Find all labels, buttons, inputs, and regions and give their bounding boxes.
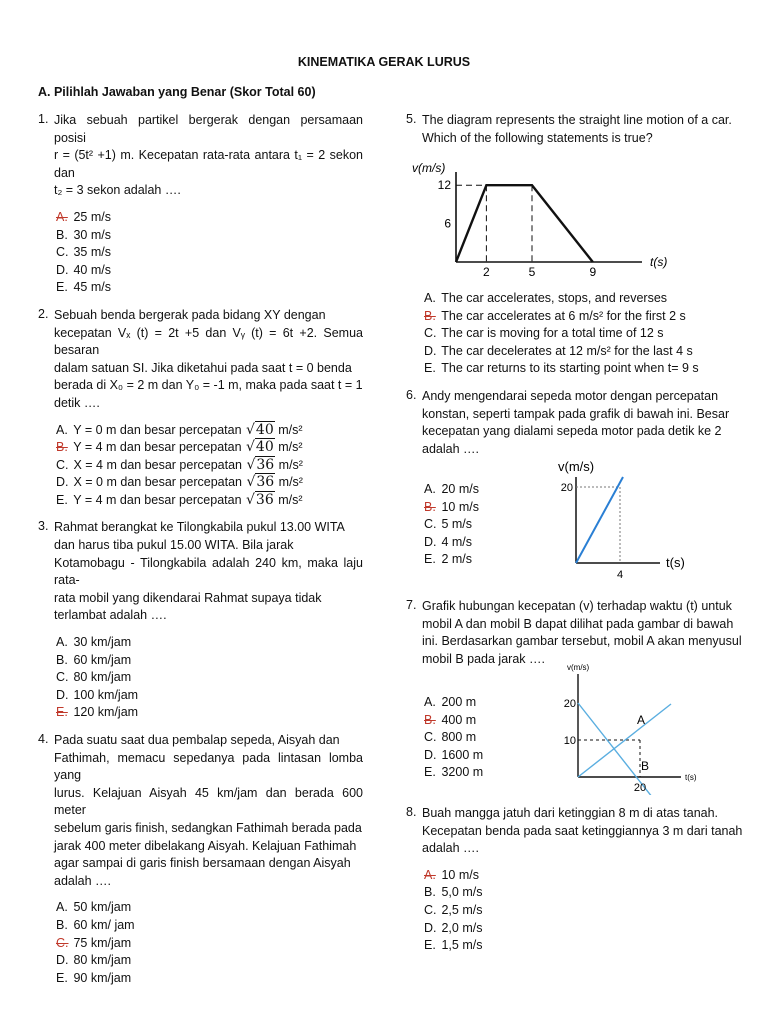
y-tick-label: 12 xyxy=(437,178,451,193)
question-2 xyxy=(38,307,363,510)
question-line: mobil A dan mobil B dapat dilihat pada gambar di bawah xyxy=(422,616,734,631)
option-letter: D. xyxy=(56,475,69,490)
option-letter: E. xyxy=(424,361,436,376)
question-number: 4. xyxy=(38,732,49,746)
question-line: Fathimah, memacu sepedanya pada lintasan lomba yang xyxy=(54,750,363,783)
option-letter: C. xyxy=(424,517,437,532)
option-letter: C. xyxy=(424,326,437,341)
x-axis-label: t(s) xyxy=(666,555,685,570)
x-tick-label: 2 xyxy=(483,265,490,279)
option-text: 200 m xyxy=(438,695,477,709)
y-tick-label: 20 xyxy=(560,482,573,494)
square-root: √36 xyxy=(241,491,274,508)
answer-option xyxy=(56,279,363,297)
option-letter: B. xyxy=(56,652,68,667)
radicand: 36 xyxy=(255,491,274,508)
question-line: jarak 400 meter dibelakang Aisyah. Kelajuan Fathimah xyxy=(54,838,357,853)
answer-option xyxy=(424,481,526,499)
option-unit: m/s² xyxy=(274,440,303,455)
option-unit: m/s² xyxy=(274,422,303,437)
options xyxy=(56,899,363,987)
option-text: Y = 0 m dan besar percepatan xyxy=(70,422,242,437)
option-unit: m/s² xyxy=(275,475,303,490)
option-letter: A. xyxy=(424,291,436,305)
series-label-B: B xyxy=(641,759,650,773)
question-line: Which of the following statements is true? xyxy=(422,130,653,145)
line-B xyxy=(578,703,671,795)
option-text: The car is moving for a total time of 12 s xyxy=(438,326,664,341)
question-6-options-block xyxy=(406,481,526,569)
option-text: X = 0 m dan besar percepatan xyxy=(70,475,242,490)
question-8 xyxy=(406,805,744,955)
question-line: dan harus tiba pukul 15.00 WITA. Bila jarak xyxy=(54,538,294,553)
question-line: kecepatan yang dialami sepeda motor pada detik ke 2 xyxy=(422,424,722,439)
radicand: 36 xyxy=(256,456,275,473)
answer-option xyxy=(56,917,363,935)
option-text: 10 m/s xyxy=(438,499,479,514)
option-letter: D. xyxy=(424,747,437,762)
option-text: The car returns to its starting point when t= 9 s xyxy=(438,361,699,376)
question-line: dalam satuan SI. Jika diketahui pada saat t = 0 benda xyxy=(54,360,352,375)
answer-option xyxy=(56,227,363,245)
question-text xyxy=(422,112,744,147)
option-text: 4 m/s xyxy=(438,534,473,549)
answer-option xyxy=(424,920,744,938)
option-text: 40 m/s xyxy=(70,262,111,277)
option-letter: A. xyxy=(424,695,436,709)
right-column xyxy=(406,112,744,147)
option-letter: D. xyxy=(56,953,69,968)
answer-option xyxy=(424,343,744,361)
option-letter: A. xyxy=(56,209,68,224)
option-letter: B. xyxy=(424,885,436,900)
option-letter: D. xyxy=(424,920,437,935)
answer-option xyxy=(424,729,526,747)
question-line: detik …. xyxy=(54,395,100,410)
question-text xyxy=(422,805,744,858)
answer-option xyxy=(424,884,744,902)
vt-graph-trapezoid xyxy=(410,155,680,280)
question-number: 3. xyxy=(38,519,49,534)
question-7-options-block xyxy=(406,694,526,782)
question-line: agar sampai di garis finish bersamaan dengan Aisyah xyxy=(54,856,351,871)
answer-option xyxy=(56,439,363,457)
vt-graph-linear xyxy=(548,455,698,585)
question-3 xyxy=(38,519,363,722)
question-6 xyxy=(406,388,744,458)
velocity-line xyxy=(456,185,593,262)
question-line: lurus. Kelajuan Aisyah 45 km/jam dan berada 600 meter xyxy=(54,785,363,818)
option-text: The car accelerates, stops, and reverses xyxy=(438,291,668,305)
left-column xyxy=(38,112,363,987)
series-label-A: A xyxy=(637,713,646,727)
question-line: Andy mengendarai sepeda motor dengan percepatan xyxy=(422,389,719,403)
option-text: 100 km/jam xyxy=(70,687,139,702)
option-text: 1600 m xyxy=(438,747,484,762)
option-letter: E. xyxy=(56,492,68,507)
question-line: Kotamobagu - Tilongkabila adalah 240 km, maka laju rata- xyxy=(54,555,363,588)
options xyxy=(424,694,526,782)
question-line: r = (5t² +1) m. Kecepatan rata-rata antara t₁ = 2 sekon dan xyxy=(54,148,363,180)
option-text: 80 km/jam xyxy=(70,670,132,685)
option-text: 25 m/s xyxy=(70,209,111,224)
question-number: 8. xyxy=(406,805,417,819)
page-title: KINEMATIKA GERAK LURUS xyxy=(297,55,471,69)
question-line: Kecepatan benda pada saat ketinggiannya 3 m dari tanah xyxy=(422,823,743,838)
square-root: √36 xyxy=(242,474,275,491)
option-text: 400 m xyxy=(438,712,477,727)
radicand: 40 xyxy=(255,439,274,456)
question-text xyxy=(54,307,363,413)
options xyxy=(56,209,363,297)
answer-option xyxy=(56,899,363,917)
option-letter: C. xyxy=(424,902,437,917)
question-number: 2. xyxy=(38,306,49,321)
option-letter: B. xyxy=(56,440,68,455)
answer-option xyxy=(56,422,363,440)
answer-option xyxy=(424,937,744,955)
option-text: 60 km/ jam xyxy=(70,917,135,932)
answer-option xyxy=(56,457,363,475)
answer-option xyxy=(424,712,526,730)
question-line: ini. Berdasarkan gambar tersebut, mobil A akan menyusul xyxy=(422,634,742,649)
answer-option xyxy=(424,325,744,343)
answer-option xyxy=(424,764,526,782)
question-text xyxy=(54,732,363,890)
option-text: 20 m/s xyxy=(438,482,479,496)
option-text: The car decelerates at 12 m/s² for the last 4 s xyxy=(438,343,693,358)
answer-option xyxy=(56,970,363,988)
answer-option xyxy=(56,634,363,652)
option-letter: D. xyxy=(424,534,437,549)
question-7 xyxy=(406,598,744,668)
x-tick-label: 9 xyxy=(589,265,597,279)
option-text: X = 4 m dan besar percepatan xyxy=(70,457,242,472)
question-number: 1. xyxy=(38,112,49,126)
question-text xyxy=(54,112,363,200)
answer-option xyxy=(56,262,363,280)
question-line: The diagram represents the straight line motion of a car. xyxy=(422,113,732,127)
y-axis-label: v(m/s) xyxy=(558,459,595,474)
question-line: Pada suatu saat dua pembalap sepeda, Aisyah dan xyxy=(54,733,340,747)
option-text: 75 km/jam xyxy=(70,935,132,950)
option-letter: B. xyxy=(424,499,436,514)
option-letter: C. xyxy=(424,730,437,745)
option-letter: E. xyxy=(424,938,436,953)
question-line: adalah …. xyxy=(54,873,111,888)
question-line: t₂ = 3 sekon adalah …. xyxy=(54,183,181,198)
options xyxy=(424,290,744,378)
option-text: 30 km/jam xyxy=(70,635,132,650)
option-letter: C. xyxy=(56,670,69,685)
option-text: 1,5 m/s xyxy=(438,938,483,953)
answer-option xyxy=(56,492,363,510)
y-tick-label: 6 xyxy=(444,216,451,231)
answer-option xyxy=(56,209,363,227)
radicand: 36 xyxy=(256,474,275,491)
answer-option xyxy=(424,360,744,378)
option-text: 3200 m xyxy=(438,765,484,780)
answer-option xyxy=(424,308,744,326)
option-letter: D. xyxy=(424,343,437,358)
option-letter: B. xyxy=(56,227,68,242)
square-root: √36 xyxy=(242,456,275,473)
option-letter: B. xyxy=(424,712,436,727)
question-text xyxy=(422,598,744,668)
option-text: 35 m/s xyxy=(70,245,111,260)
option-text: 5 m/s xyxy=(438,517,473,532)
velocity-line xyxy=(576,477,623,563)
option-letter: A. xyxy=(424,482,436,496)
square-root: √40 xyxy=(241,439,274,456)
x-tick-label: 20 xyxy=(633,782,647,794)
vt-graph-crossing xyxy=(555,660,705,795)
answer-option xyxy=(56,669,363,687)
answer-option xyxy=(56,244,363,262)
answer-option xyxy=(56,935,363,953)
option-text: 5,0 m/s xyxy=(438,885,483,900)
options xyxy=(56,634,363,722)
answer-option xyxy=(424,694,526,712)
question-5-options-block xyxy=(406,290,744,378)
answer-option xyxy=(56,474,363,492)
option-unit: m/s² xyxy=(275,457,303,472)
question-5 xyxy=(406,112,744,147)
option-letter: C. xyxy=(56,457,69,472)
y-axis-label: v(m/s) xyxy=(567,663,590,672)
option-text: 90 km/jam xyxy=(70,970,132,985)
question-line: mobil B pada jarak …. xyxy=(422,651,545,666)
option-text: 2,5 m/s xyxy=(438,902,483,917)
option-text: 120 km/jam xyxy=(70,705,139,720)
x-axis-label: t(s) xyxy=(685,773,697,782)
option-text: 2 m/s xyxy=(438,552,473,567)
question-line: kecepatan Vₓ (t) = 2t +5 dan Vᵧ (t) = 6t +2. Semua besaran xyxy=(54,325,363,358)
option-text: 10 m/s xyxy=(438,867,479,882)
y-tick-label: 10 xyxy=(563,735,576,747)
option-text: Y = 4 m dan besar percepatan xyxy=(70,440,242,455)
x-tick-label: 5 xyxy=(528,265,536,279)
question-4 xyxy=(38,732,363,987)
question-number: 7. xyxy=(406,598,417,612)
answer-option xyxy=(424,551,526,569)
option-text: 2,0 m/s xyxy=(438,920,483,935)
answer-option xyxy=(424,499,526,517)
option-letter: E. xyxy=(56,970,68,985)
question-line: konstan, seperti tampak pada grafik di bawah ini. Besar xyxy=(422,406,730,421)
option-text: Y = 4 m dan besar percepatan xyxy=(70,492,242,507)
answer-option xyxy=(424,516,526,534)
option-text: 30 m/s xyxy=(70,227,111,242)
question-1 xyxy=(38,112,363,297)
option-text: 50 km/jam xyxy=(70,900,132,915)
question-text xyxy=(422,388,744,458)
option-letter: A. xyxy=(424,867,436,882)
y-tick-label: 20 xyxy=(563,698,576,710)
option-letter: A. xyxy=(56,900,68,915)
question-line: Jika sebuah partikel bergerak dengan persamaan posisi xyxy=(54,113,363,145)
answer-option xyxy=(424,534,526,552)
option-letter: E. xyxy=(424,765,436,780)
question-line: Buah mangga jatuh dari ketinggian 8 m di atas tanah. xyxy=(422,806,719,820)
option-text: 45 m/s xyxy=(70,280,111,295)
option-letter: B. xyxy=(424,308,436,323)
answer-option xyxy=(56,704,363,722)
answer-option xyxy=(424,290,744,308)
question-line: sebelum garis finish, sedangkan Fathimah berada pada xyxy=(54,820,362,835)
option-letter: E. xyxy=(56,280,68,295)
y-axis-label: v(m/s) xyxy=(412,161,446,175)
x-axis-label: t(s) xyxy=(650,255,668,269)
option-letter: A. xyxy=(56,635,68,650)
options xyxy=(424,867,744,955)
question-line: Rahmat berangkat ke Tilongkabila pukul 13.00 WITA xyxy=(54,520,345,535)
answer-option xyxy=(424,902,744,920)
option-unit: m/s² xyxy=(274,492,303,507)
option-letter: B. xyxy=(56,917,68,932)
option-letter: D. xyxy=(56,262,69,277)
options xyxy=(56,422,363,510)
option-text: The car accelerates at 6 m/s² for the first 2 s xyxy=(438,308,686,323)
option-letter: A. xyxy=(56,422,68,437)
question-text xyxy=(54,519,363,625)
question-line: adalah …. xyxy=(422,841,479,856)
option-letter: D. xyxy=(56,687,69,702)
question-line: Sebuah benda bergerak pada bidang XY dengan xyxy=(54,307,326,322)
answer-option xyxy=(56,652,363,670)
question-line: adalah …. xyxy=(422,441,479,456)
answer-option xyxy=(424,747,526,765)
options xyxy=(424,481,526,569)
x-tick-label: 4 xyxy=(616,569,624,581)
option-text: 60 km/jam xyxy=(70,652,132,667)
question-line: Grafik hubungan kecepatan (v) terhadap waktu (t) untuk xyxy=(422,599,732,613)
answer-option xyxy=(56,952,363,970)
answer-option xyxy=(56,687,363,705)
question-line: terlambat adalah …. xyxy=(54,608,167,623)
square-root: √40 xyxy=(241,421,274,438)
answer-option xyxy=(424,867,744,885)
question-line: berada di X₀ = 2 m dan Y₀ = -1 m, maka pada saat t = 1 xyxy=(54,378,363,393)
option-letter: C. xyxy=(56,245,69,260)
section-heading: A. Pilihlah Jawaban yang Benar (Skor Total 60) xyxy=(38,85,316,99)
question-number: 6. xyxy=(406,388,417,402)
option-letter: C. xyxy=(56,935,69,950)
option-text: 80 km/jam xyxy=(70,953,132,968)
option-text: 800 m xyxy=(438,730,477,745)
option-letter: E. xyxy=(56,705,68,720)
question-number: 5. xyxy=(406,112,417,126)
option-letter: E. xyxy=(424,552,436,567)
question-line: rata mobil yang dikendarai Rahmat supaya tidak xyxy=(54,590,322,605)
radicand: 40 xyxy=(255,421,274,438)
